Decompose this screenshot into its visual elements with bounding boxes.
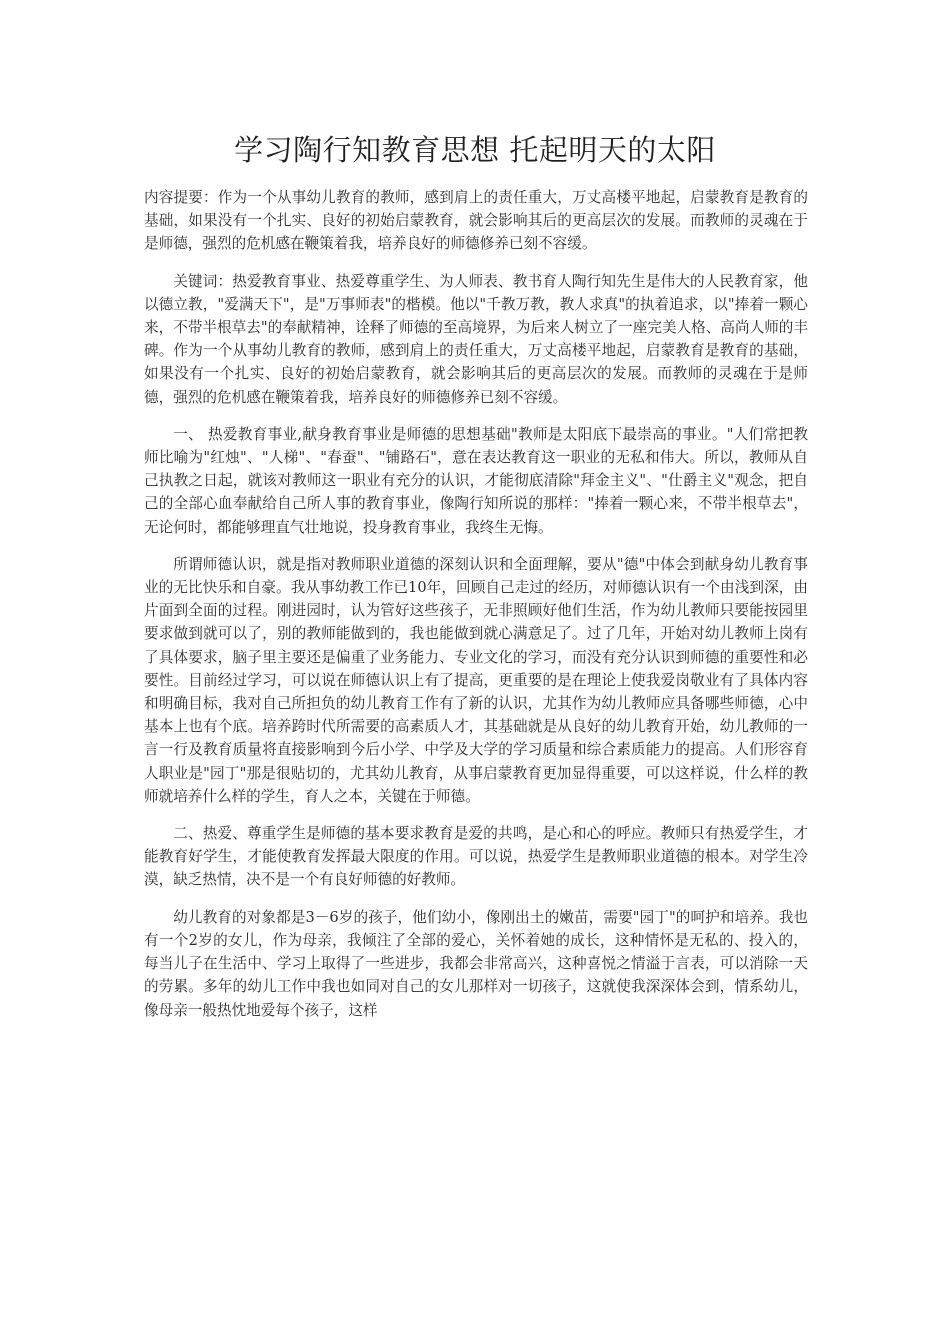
body-paragraph: 所谓师德认识，就是指对教师职业道德的深刻认识和全面理解，要从"德"中体会到献身幼儿教育事业的无比快乐和自豪。我从事幼教工作已10年，回顾自己走过的经历，对师德认识有一个由浅到深，由片面到全面的过程。刚进园时，认为管好这些孩子，无非照顾好他们生活，作为幼儿教师只要能按园里要求做到就可以了，别的教师能做到的，我也能做到就心满意足了。过了几年，开始对幼儿教师上岗有了具体要求，脑子里主要还是偏重了业务能力、专业文化的学习，而没有充分认识到师德的重要性和必要性。目前经过学习，可以说在师德认识上有了提高，更重要的是在理论上使我爱岗敬业有了具体内容和明确目标，我对自己所担负的幼儿教育工作有了新的认识，尤其作为幼儿教师应具备哪些师德，心中基本上也有个底。培养跨时代所需要的高素质人才，其基础就是从良好的幼儿教育开始，幼儿教师的一言一行及教育质量将直接影响到今后小学、中学及大学的学习质量和综合素质能力的提高。人们形容育人职业是"园丁"那是很贴切的，尤其幼儿教育，从事启蒙教育更加显得重要，可以这样说，什么样的教师就培养什么样的学生，育人之本，关键在于师德。 [144, 555, 808, 805]
section-two-paragraph: 二、热爱、尊重学生是师德的基本要求教育是爱的共鸣，是心和心的呼应。教师只有热爱学生，才能教育好学生，才能使教育发挥最大限度的作用。可以说，热爱学生是教师职业道德的根本。对学生冷漠，缺乏热情，决不是一个有良好师德的好教师。 [144, 825, 808, 889]
section-one-paragraph: 一、 热爱教育事业,献身教育事业是师德的思想基础"教师是太阳底下最崇高的事业。"人们常把教师比喻为"红烛"、"人梯"、"春蚕"、"铺路石"，意在表达教育这一职业的无私和伟大。所以，教师从自己执教之日起，就该对教师这一职业有充分的认识，才能彻底清除"拜金主义"、"仕爵主义"观念，把自己的全部心血奉献给自己所人事的教育事业，像陶行知所说的那样："捧着一颗心来，不带半根草去"，无论何时，都能够理直气壮地说，投身教育事业，我终生无悔。 [144, 425, 808, 536]
keywords-paragraph: 关键词：热爱教育事业、热爱尊重学生、为人师表、教书育人陶行知先生是伟大的人民教育家，他以德立教，"爱满天下"，是"万事师表"的楷模。他以"千教万教，教人求真"的执着追求，以"捧着一颗心来，不带半根草去"的奉献精神，诠释了师德的至高境界，为后来人树立了一座完美人格、高尚人师的丰碑。作为一个从事幼儿教育的教师，感到肩上的责任重大，万丈高楼平地起，启蒙教育是教育的基础，如果没有一个扎实、良好的初始启蒙教育，就会影响其后的更高层次的发展。而教师的灵魂在于是师德，强烈的危机感在鞭策着我，培养良好的师德修养已刻不容缓。 [144, 272, 808, 406]
abstract-paragraph: 内容提要：作为一个从事幼儿教育的教师，感到肩上的责任重大，万丈高楼平地起，启蒙教育是教育的基础，如果没有一个扎实、良好的初始启蒙教育，就会影响其后的更高层次的发展。而教师的灵魂在于是师德，强烈的危机感在鞭策着我，培养良好的师德修养已刻不容缓。 [144, 189, 808, 253]
document-body [144, 186, 808, 1036]
body-paragraph: 幼儿教育的对象都是3－6岁的孩子，他们幼小，像刚出土的嫩苗，需要"园丁"的呵护和培养。我也有一个2岁的女儿，作为母亲，我倾注了全部的爱心，关怀着她的成长，这种情怀是无私的、投入的，每当儿子在生活中、学习上取得了一些进步，我都会非常高兴，这种喜悦之情溢于言表，可以消除一天的劳累。多年的幼儿工作中我也如同对自己的女儿那样对一切孩子，这就使我深深体会到，情系幼儿，像母亲一般热忱地爱每个孩子，这样 [144, 908, 808, 1019]
document-title: 学习陶行知教育思想 托起明天的太阳 [234, 133, 716, 167]
